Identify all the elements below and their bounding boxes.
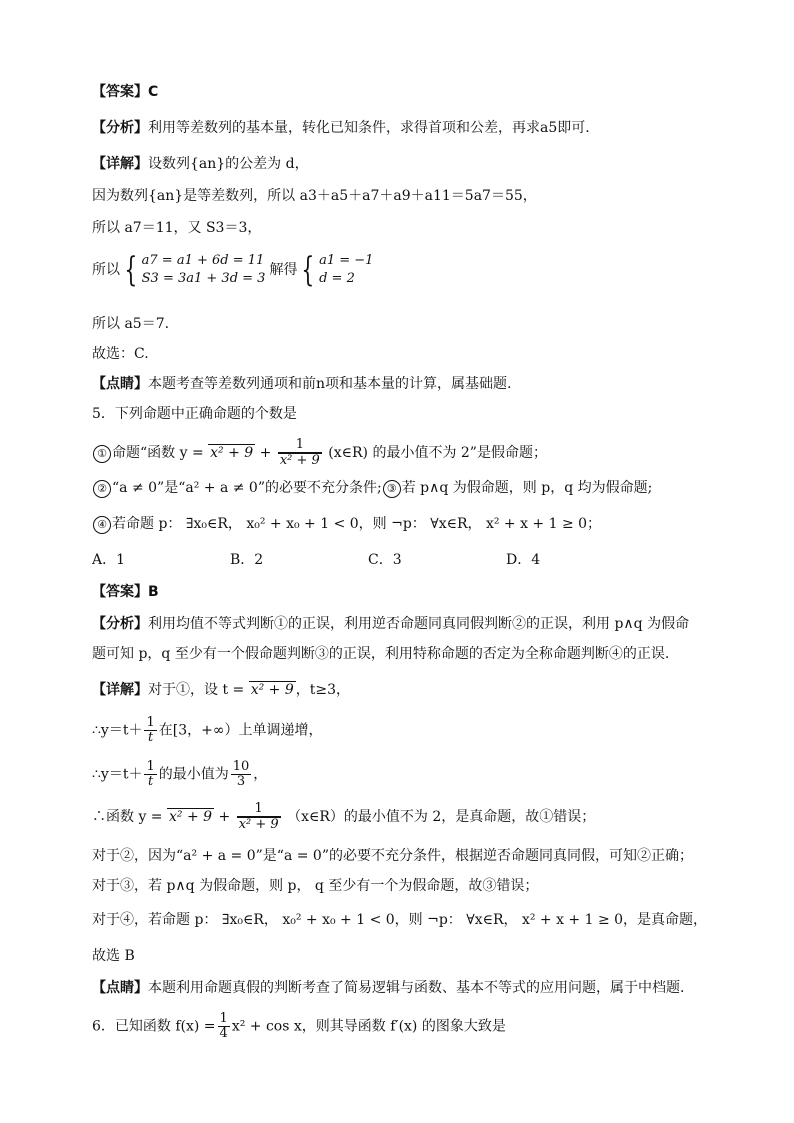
q4-detail-5: 所以 a5＝7. (92, 316, 170, 332)
q5-item-1: ① 命题“函数 y = x² + 9 + $\frac{1}{\text{x² + 9}}$ (x∈R) 的最小值不为 2”是假命题； (92, 438, 547, 468)
q5-review: 【点睛】本题利用命题真假的判断考查了简易逻辑与函数、基本不等式的应用问题，属于中档题. (92, 980, 685, 996)
q4-detail-3: 所以 a7＝11，又 S3＝3， (92, 220, 262, 236)
q5-item-2-3: ② “a ≠ 0”是“a² + a ≠ 0”的必要不充分条件; ③ 若 p∧q 为假命题，则 p，q 均为假命题; (92, 478, 652, 498)
q4-answer: 【答案】C (92, 84, 159, 100)
equation-system-2: a1 = −1 d = 2 (319, 253, 374, 286)
q4-choose: 故选：C. (92, 346, 149, 362)
equation-system-1: a7 = a1 + 6d = 11 S3 = 3a1 + 3d = 3 (141, 253, 266, 286)
q4-detail-2: 因为数列{an}是等差数列，所以 a3＋a5＋a7＋a9＋a11＝5a7＝55， (92, 188, 537, 204)
q5-answer: 【答案】B (92, 584, 159, 600)
q5-item-4: ④ 若命题 p： ∃x₀∈R， x₀² + x₀ + 1 < 0，则 ¬p： ∀x∈R， x² + x + 1 ≥ 0； (92, 514, 601, 534)
option-d: D．4 (506, 552, 541, 568)
q5-detail-5: 对于②，因为“a² + a = 0”是“a = 0”的必要不充分条件，根据逆否命题同真同假，可知②正确； (92, 848, 693, 864)
q5-detail-7: 对于④，若命题 p： ∃x₀∈R， x₀² + x₀ + 1 < 0，则 ¬p： ∀x∈R， x² + x + 1 ≥ 0，是真命题， (92, 912, 708, 928)
q5-detail-4: ∴函数 y = x² + 9 + $\frac{1}{\text{x² + 9}}$ （x∈R）的最小值不为 2，是真命题，故①错误； (92, 801, 596, 832)
q5-detail-1: 【详解】对于①，设 t = x² + 9 ，t≥3， (92, 682, 351, 698)
q4-system-line: 所以 { a7 = a1 + 6d = 11 S3 = 3a1 + 3d = 3 解得 { a1 = −1 d = 2 (92, 250, 374, 290)
option-a: A．1 (92, 552, 126, 568)
q5-detail-3: ∴y＝t＋ $\frac{1}{t}$ 的最小值为 $\frac{10}{3}$ ， (92, 759, 268, 789)
option-c: C．3 (368, 552, 402, 568)
q4-detail-1: 【详解】设数列{an}的公差为 d， (92, 156, 309, 172)
q5-detail-2: ∴y＝t＋ $\frac{1}{t}$ 在[3，+∞）上单调递增， (92, 715, 323, 745)
q6-stem: 6．已知函数 f(x) = $\frac{1}{4}$ x² + cos x，则其导函数 f′(x) 的图象大致是 (92, 1011, 506, 1041)
q5-options (92, 550, 644, 570)
q5-detail-6: 对于③，若 p∧q 为假命题，则 p， q 至少有一个为假命题，故③错误； (92, 878, 539, 894)
q5-analysis-1: 【分析】利用均值不等式判断①的正误，利用逆否命题同真同假判断②的正误，利用 p∧q 为假命 (92, 616, 690, 632)
option-b: B．2 (230, 552, 264, 568)
q4-analysis: 【分析】利用等差数列的基本量，转化已知条件，求得首项和公差，再求a5即可. (92, 120, 590, 136)
q5-stem: 5．下列命题中正确命题的个数是 (92, 406, 297, 422)
q5-analysis-2: 题可知 p，q 至少有一个假命题判断③的正误，利用特称命题的否定为全称命题判断④的正误. (92, 646, 670, 662)
q5-choose: 故选 B (92, 948, 135, 964)
q4-review: 【点睛】本题考查等差数列通项和前n项和基本量的计算，属基础题. (92, 376, 512, 392)
